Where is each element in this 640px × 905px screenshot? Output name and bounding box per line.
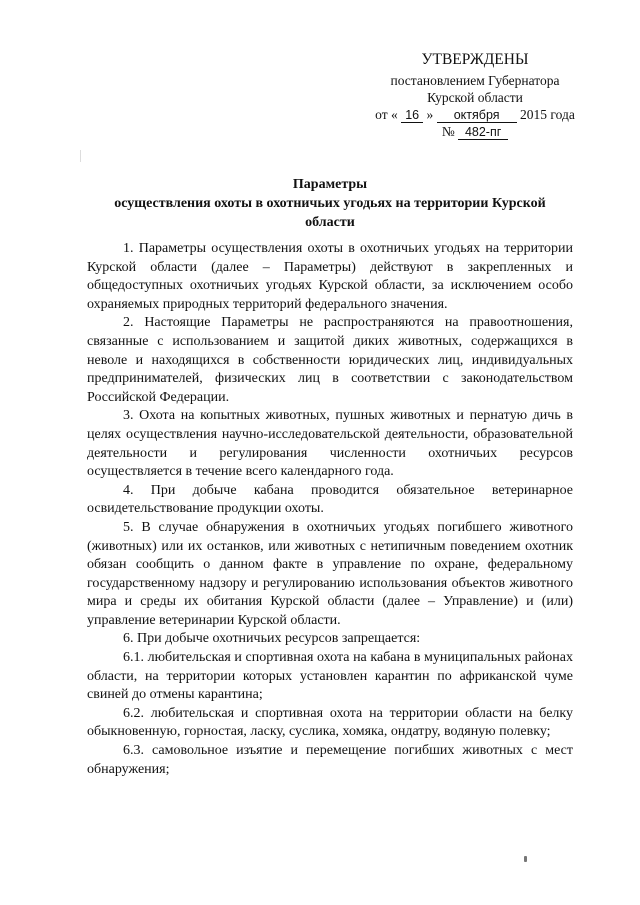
paragraph-2: 2. Настоящие Параметры не распространяются на правоотношения, связанные с использованием и защитой диких животных, содержащихся в неволе и находящихся в собственности юридических лиц, индивидуальных предпринимателей, физических лиц в соответствии с законодательством Российской Федерации. [87, 315, 573, 405]
paragraph-4: 4. При добыче кабана проводится обязательное ветеринарное освидетельствование продукции охоты. [87, 482, 573, 517]
paragraph-6-2: 6.2. любительская и спортивная охота на территории области на белку обыкновенную, горностая, ласку, суслика, хомяка, ондатру, водяную полевку; [87, 705, 573, 740]
scan-artifact [80, 150, 81, 162]
document-body [87, 240, 573, 779]
date-day: 16 [401, 108, 423, 123]
page-mark [524, 856, 527, 862]
approval-number-line [360, 123, 590, 140]
approval-date-line [360, 106, 590, 123]
paragraph-6: 6. При добыче охотничьих ресурсов запрещается: [123, 631, 421, 647]
paragraph-5: 5. В случае обнаружения в охотничьих угодьях погибшего животного (животных) или их останков, или животных с нетипичным поведением охотник обязан сообщить о данном факте в управление по охране, федеральному государственному надзору и регулированию использования объектов животного мира и среды их обитания Курской области (далее – Управление) и (или) управление ветеринарии Курской области. [87, 519, 573, 628]
date-year: 2015 года [520, 107, 575, 122]
number-prefix: № [441, 124, 455, 139]
date-prefix: от « [375, 107, 398, 122]
approval-line-governor: постановлением Губернатора [390, 73, 560, 88]
approval-heading: УТВЕРЖДЕНЫ [421, 51, 529, 68]
paragraph-3: 3. Охота на копытных животных, пушных животных и пернатую дичь в целях осуществления научно-исследовательской деятельности, образовательной деятельности и регулирования численности охотничьих ресурсов осуществляется в течение всего календарного года. [87, 408, 573, 480]
approval-line-region: Курской области [427, 90, 523, 105]
title-line-3: области [305, 215, 355, 230]
document-title [80, 175, 580, 232]
number-value: 482-пг [458, 125, 508, 140]
title-line-1: Параметры [292, 177, 368, 192]
paragraph-1: 1. Параметры осуществления охоты в охотничьих угодьях на территории Курской области (далее – Параметры) действуют в закрепленных и общедоступных охотничьих угодьях Курской области, за исключением особо охраняемых природных территорий федерального значения. [87, 241, 573, 312]
approval-block [360, 50, 590, 140]
title-line-2: осуществления охоты в охотничьих угодьях на территории Курской [114, 196, 546, 211]
paragraph-6-3: 6.3. самовольное изъятие и перемещение погибших животных с мест обнаружения; [87, 743, 573, 777]
paragraph-6-1: 6.1. любительская и спортивная охота на кабана в муниципальных районах области, на территории которых установлен карантин по африканской чуме свиней до отмены карантина; [87, 650, 573, 703]
date-month: октября [437, 108, 517, 123]
date-mid: » [426, 107, 434, 122]
